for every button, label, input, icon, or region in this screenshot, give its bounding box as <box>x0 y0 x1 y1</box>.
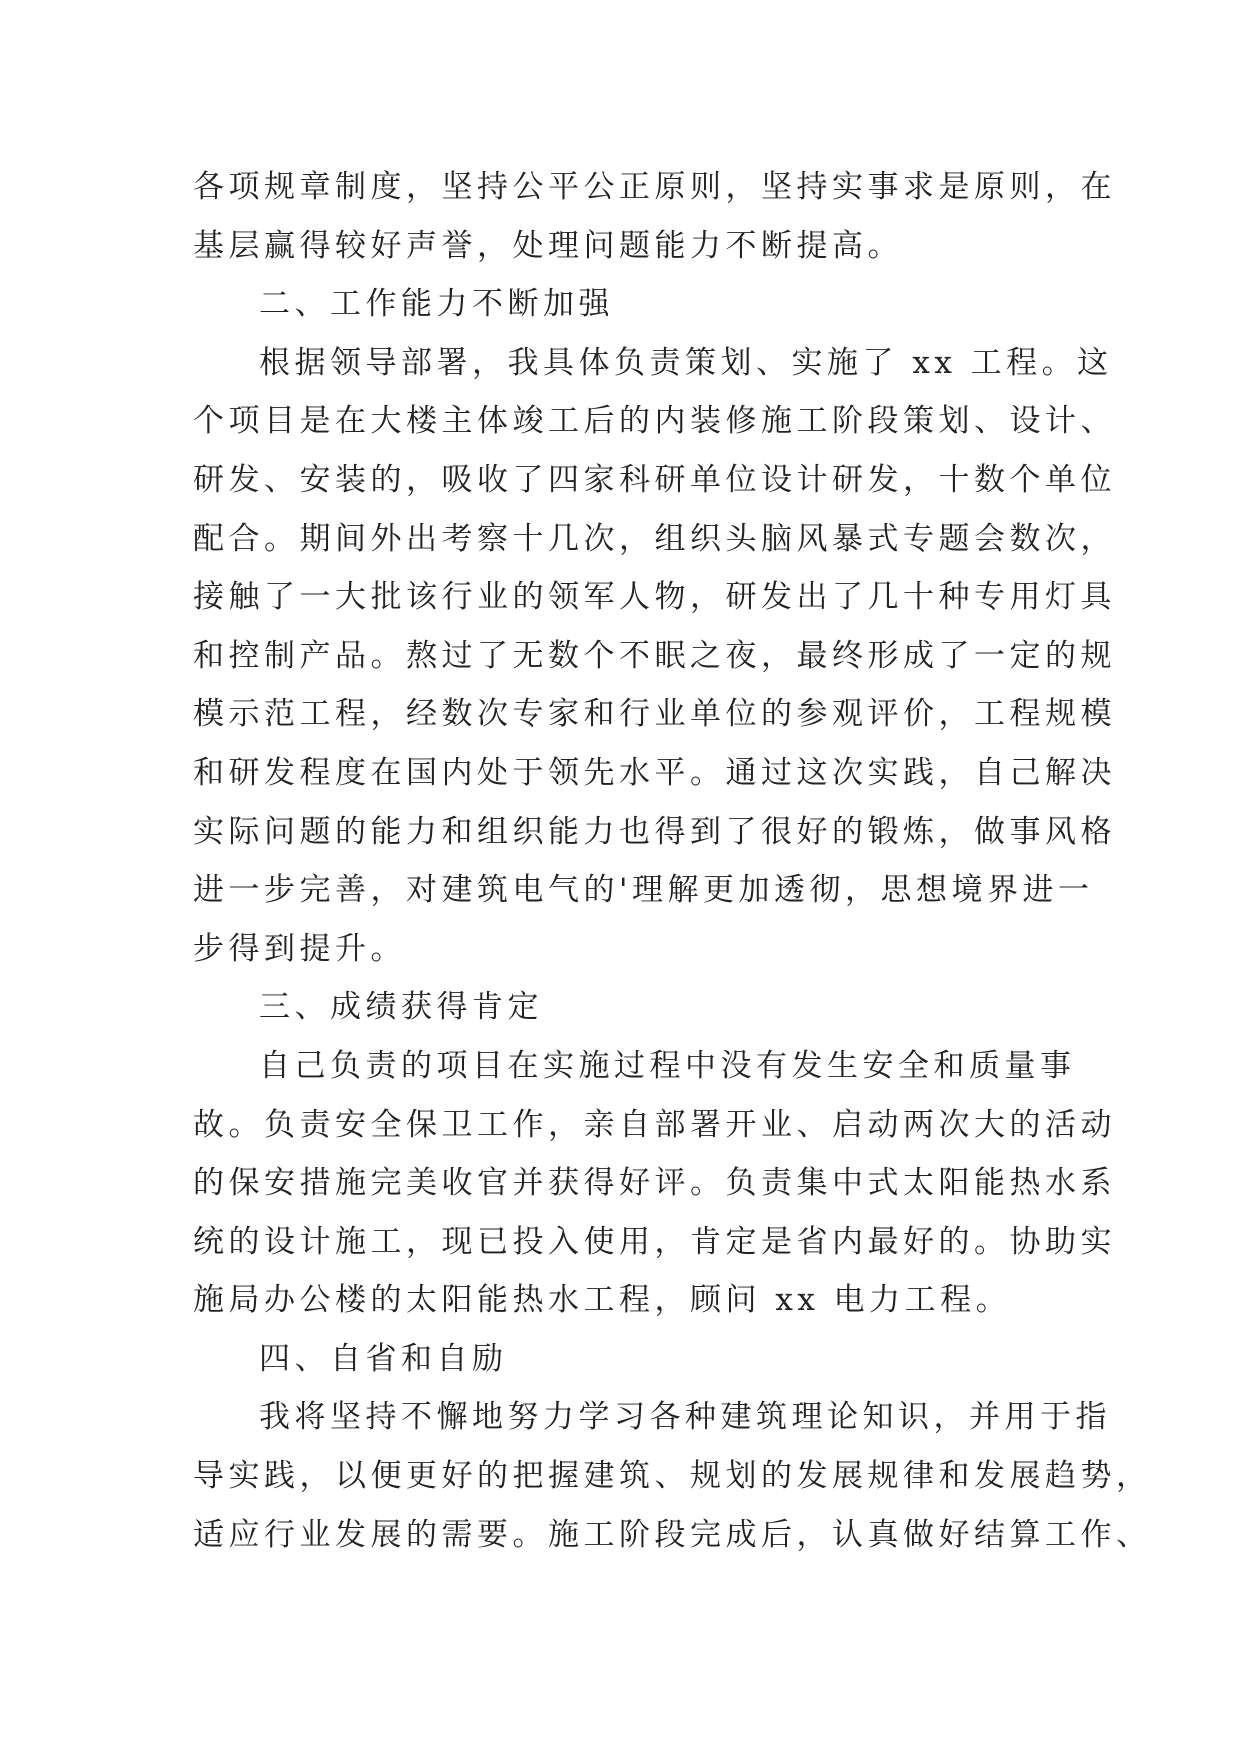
text-line: 导实践，以便更好的把握建筑、规划的发展规律和发展趋势， <box>193 1458 1152 1495</box>
text-line: 步得到提升。 <box>193 930 406 967</box>
section-heading: 四、自省和自励 <box>259 1340 508 1377</box>
text-line: 模示范工程，经数次专家和行业单位的参观评价，工程规模 <box>193 696 1116 733</box>
paragraph-first-line: 根据领导部署，我具体负责策划、实施了 xx 工程。这 <box>259 344 1113 381</box>
section-heading: 二、工作能力不断加强 <box>259 286 614 323</box>
text-line: 和控制产品。熬过了无数个不眠之夜，最终形成了一定的规 <box>193 637 1116 674</box>
text-line: 统的设计施工，现已投入使用，肯定是省内最好的。协助实 <box>193 1223 1116 1260</box>
text-line: 个项目是在大楼主体竣工后的内装修施工阶段策划、设计、 <box>193 403 1116 440</box>
text-line: 接触了一大批该行业的领军人物，研发出了几十种专用灯具 <box>193 579 1116 616</box>
document-body <box>193 158 1152 1564</box>
text-line: 进一步完善，对建筑电气的'理解更加透彻，思想境界进一 <box>193 872 1094 909</box>
text-line: 适应行业发展的需要。施工阶段完成后，认真做好结算工作、 <box>193 1516 1152 1553</box>
paragraph-first-line: 自己负责的项目在实施过程中没有发生安全和质量事 <box>259 1047 1076 1084</box>
text-line: 各项规章制度，坚持公平公正原则，坚持实事求是原则，在 <box>193 169 1116 205</box>
text-line: 故。负责安全保卫工作，亲自部署开业、启动两次大的活动 <box>193 1106 1116 1143</box>
section-heading: 三、成绩获得肯定 <box>259 989 543 1026</box>
text-line: 的保安措施完美收官并获得好评。负责集中式太阳能热水系 <box>193 1165 1116 1202</box>
text-line: 施局办公楼的太阳能热水工程，顾问 xx 电力工程。 <box>193 1282 1012 1319</box>
text-line: 和研发程度在国内处于领先水平。通过这次实践，自己解决 <box>193 754 1116 791</box>
text-line: 实际问题的能力和组织能力也得到了很好的锻炼，做事风格 <box>193 813 1116 850</box>
paragraph-first-line: 我将坚持不懈地努力学习各种建筑理论知识，并用于指 <box>259 1399 1111 1436</box>
text-line: 配合。期间外出考察十几次，组织头脑风暴式专题会数次， <box>193 520 1116 557</box>
text-line: 研发、安装的，吸收了四家科研单位设计研发，十数个单位 <box>193 461 1116 498</box>
text-line: 基层赢得较好声誉，处理问题能力不断提高。 <box>193 227 903 264</box>
